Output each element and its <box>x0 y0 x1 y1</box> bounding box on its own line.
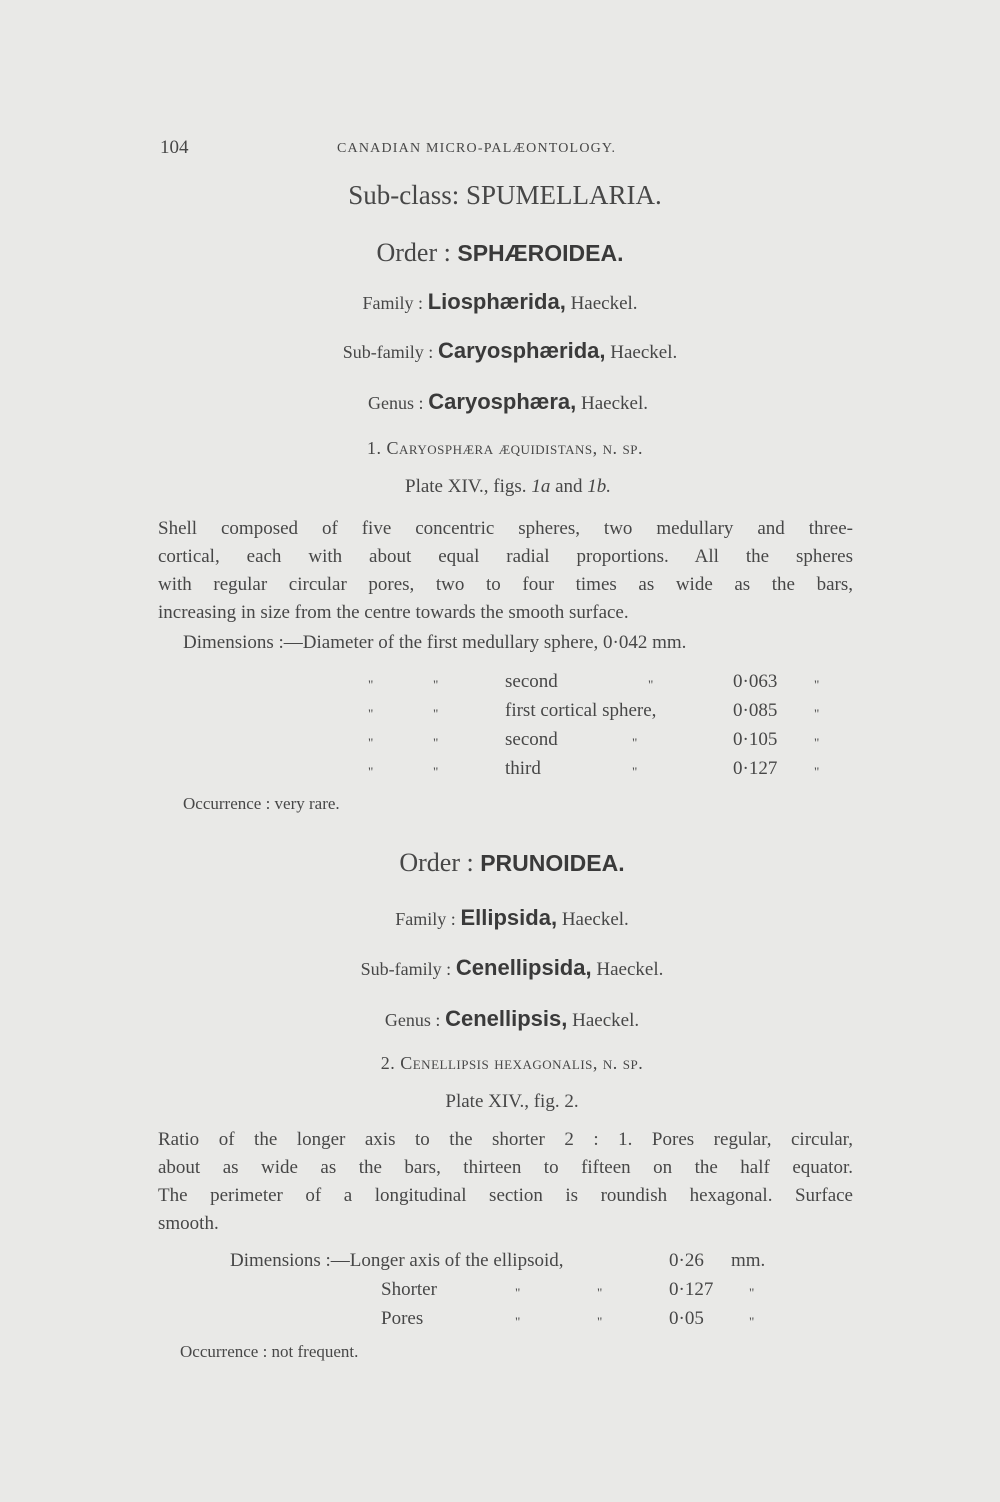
subfamily-label: Sub-family : <box>360 959 452 979</box>
dimension-value: 0·05 <box>669 1308 704 1329</box>
genus-name: Caryosphæra, <box>428 389 577 414</box>
family-author: Haeckel. <box>561 909 629 930</box>
ditto-mark: " <box>433 764 439 779</box>
description-line: smooth. <box>158 1213 219 1234</box>
ditto-mark: " <box>749 1314 755 1329</box>
order-heading <box>0 238 1000 268</box>
ditto-mark: " <box>814 735 820 750</box>
dimension-label: first cortical sphere, <box>505 700 657 721</box>
ditto-mark: " <box>433 677 439 692</box>
occurrence: Occurrence : not frequent. <box>180 1342 359 1361</box>
order-label: Order : <box>399 848 474 877</box>
dimension-value: 0·127 <box>669 1279 714 1300</box>
dimension-value: 0·063 <box>733 671 778 692</box>
dimensions-intro: Dimensions :—Longer axis of the ellipsoid, <box>230 1250 564 1271</box>
genus-heading <box>8 389 1000 415</box>
description-line: with regular circular pores, two to four times as wide as the bars, <box>158 574 853 595</box>
ditto-mark: " <box>814 764 820 779</box>
genus-author: Haeckel. <box>572 1010 640 1031</box>
subfamily-name: Caryosphærida, <box>438 338 606 363</box>
plate-and: and <box>555 476 583 497</box>
subfamily-heading <box>12 955 1000 981</box>
dimension-label: Shorter <box>381 1279 437 1300</box>
description-line: Shell composed of five concentric spheres, two medullary and three- <box>158 518 853 539</box>
description-line: about as wide as the bars, thirteen to fifteen on the half equator. <box>158 1157 853 1178</box>
page-number: 104 <box>160 137 189 158</box>
running-title: CANADIAN MICRO-PALÆONTOLOGY. <box>337 141 617 156</box>
description-line: cortical, each with about equal radial proportions. All the spheres <box>158 546 853 567</box>
ditto-mark: " <box>368 706 374 721</box>
dimension-unit: mm. <box>731 1250 766 1271</box>
description-line: The perimeter of a longitudinal section is roundish hexagonal. Surface <box>158 1185 853 1206</box>
subfamily-name: Cenellipsida, <box>455 955 592 980</box>
description-line: increasing in size from the centre towards the smooth surface. <box>158 602 629 623</box>
plate-prefix: Plate XIV., figs. <box>405 476 527 497</box>
family-label: Family : <box>395 909 456 929</box>
subfamily-author: Haeckel. <box>610 342 678 363</box>
ditto-mark: " <box>597 1314 603 1329</box>
ditto-mark: " <box>749 1285 755 1300</box>
family-name: Ellipsida, <box>460 905 558 930</box>
ditto-mark: " <box>648 677 654 692</box>
genus-name: Cenellipsis, <box>445 1006 568 1031</box>
occurrence: Occurrence : very rare. <box>183 794 340 813</box>
plate-fig-a: 1a <box>531 476 551 497</box>
ditto-mark: " <box>515 1285 521 1300</box>
ditto-mark: " <box>368 764 374 779</box>
dimension-label: Pores <box>381 1308 424 1329</box>
genus-author: Haeckel. <box>580 393 648 414</box>
description-line: Ratio of the longer axis to the shorter 2 : 1. Pores regular, circular, <box>158 1129 853 1150</box>
ditto-mark: " <box>368 735 374 750</box>
order-label: Order : <box>376 238 451 267</box>
genus-label: Genus : <box>384 1010 441 1030</box>
plate-reference: Plate XIV., fig. 2. <box>445 1091 579 1112</box>
family-name: Liosphærida, <box>427 289 566 314</box>
dimension-label: third <box>505 758 541 779</box>
dimension-value: 0·127 <box>733 758 778 779</box>
plate-fig-b: 1b. <box>587 476 611 497</box>
dimension-value: 0·105 <box>733 729 778 750</box>
ditto-mark: " <box>632 764 638 779</box>
subclass-heading: Sub-class: SPUMELLARIA. <box>348 180 662 210</box>
subfamily-author: Haeckel. <box>596 959 664 980</box>
dimension-label: second <box>505 729 558 750</box>
genus-label: Genus : <box>368 393 424 413</box>
subfamily-heading <box>10 338 1000 364</box>
genus-heading <box>12 1006 1000 1032</box>
dimensions-intro: Dimensions :—Diameter of the first medullary sphere, 0·042 mm. <box>183 632 687 653</box>
ditto-mark: " <box>433 735 439 750</box>
ditto-mark: " <box>368 677 374 692</box>
order-name: SPHÆROIDEA. <box>457 240 624 266</box>
family-heading <box>12 905 1000 931</box>
ditto-mark: " <box>632 735 638 750</box>
ditto-mark: " <box>433 706 439 721</box>
order-name: PRUNOIDEA. <box>480 850 625 876</box>
dimension-label: second <box>505 671 558 692</box>
family-heading <box>0 289 1000 315</box>
species-heading: 2. Cenellipsis hexagonalis, n. sp. <box>380 1053 644 1073</box>
ditto-mark: " <box>814 706 820 721</box>
plate-reference <box>8 476 1000 498</box>
order-heading <box>12 848 1000 878</box>
species-heading: 1. Caryosphæra æquidistans, n. sp. <box>367 438 643 458</box>
dimension-value: 0·26 <box>669 1250 704 1271</box>
subfamily-label: Sub-family : <box>342 342 434 362</box>
ditto-mark: " <box>814 677 820 692</box>
family-author: Haeckel. <box>570 293 638 314</box>
family-label: Family : <box>362 293 423 313</box>
ditto-mark: " <box>597 1285 603 1300</box>
dimension-value: 0·085 <box>733 700 778 721</box>
ditto-mark: " <box>515 1314 521 1329</box>
